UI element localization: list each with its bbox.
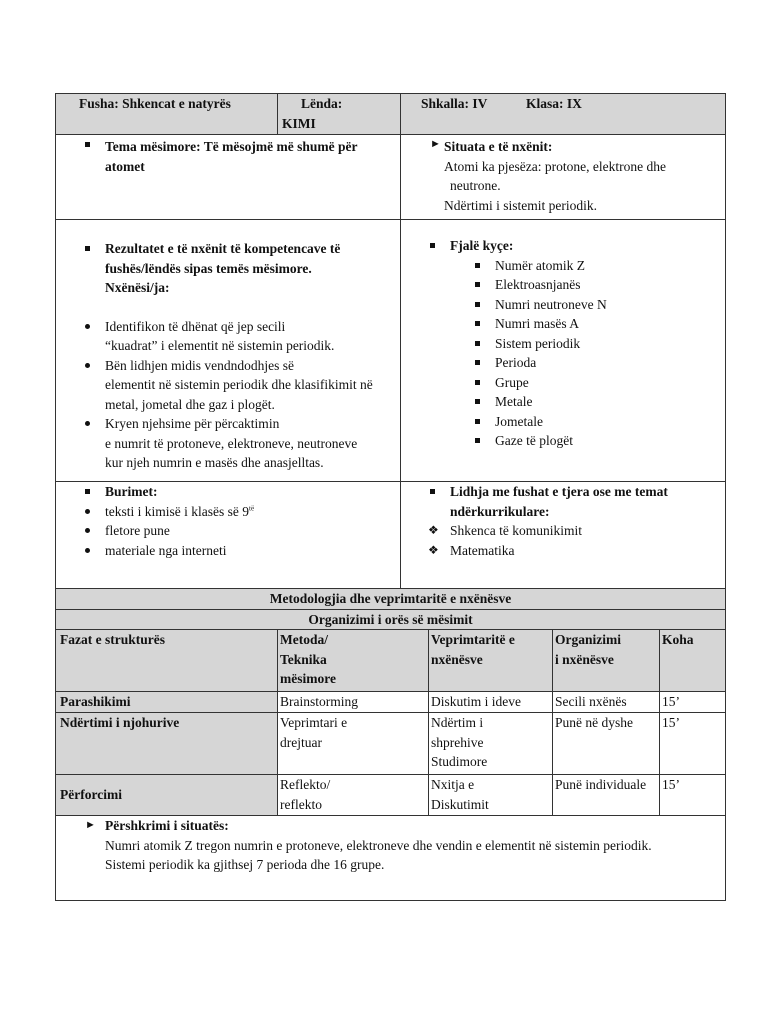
rezultatet-item-1-line-2: “kuadrat” i elementit në sistemin periodik. — [105, 338, 335, 353]
rezultatet-item-1 — [56, 317, 400, 356]
phase-activity: Nxitja e Diskutimit — [429, 775, 553, 816]
pershkrimi-cell — [56, 816, 726, 901]
header-metoda — [278, 630, 429, 692]
burimet-item-1 — [56, 502, 400, 522]
lidhja-title-line-2: ndërkurrikulare: — [450, 503, 550, 519]
situata-line-1: Atomi ka pjesëza: protone, elektrone dhe — [444, 158, 666, 174]
rezultatet-item-2-line-2: elementit në sistemin periodik dhe klasifikimit në — [105, 377, 373, 392]
rezultatet-item-3-line-2: e numrit të protoneve, elektroneve, neutroneve — [105, 435, 358, 451]
phase-activity: Diskutim i ideve — [429, 692, 553, 713]
situata-title: ► Situata e të nxënit: — [401, 135, 725, 157]
metodologjia-heading: Metodologjia dhe veprimtaritë e nxënësve — [56, 589, 726, 610]
header-fazat — [56, 630, 278, 692]
lesson-plan-document — [55, 93, 725, 901]
rezultatet-line-1: Rezultatet e të nxënit të kompetencave të — [105, 241, 341, 256]
klasa-label: Klasa: IX — [526, 96, 582, 111]
rezultatet-item-2-line-3: metal, jometal dhe gaz i plogët. — [105, 396, 275, 412]
pershkrimi-line-1: Numri atomik Z tregon numrin e protoneve, elektroneve dhe vendin e elementit në sistemin periodik. — [105, 837, 652, 853]
keyword-item: Numri masës A — [401, 314, 725, 334]
rezultatet-item-2-line-1: Bën lidhjen midis vendndodhjes së — [105, 357, 294, 373]
lenda-value: KIMI — [282, 115, 316, 131]
tema-item — [56, 135, 400, 176]
phase-time: 15’ — [660, 692, 726, 713]
lidhja-title — [401, 482, 725, 521]
rezultatet-item-1-line-1: Identifikon të dhënat që jep secili — [105, 318, 286, 334]
rezultatet-row — [56, 220, 726, 482]
lidhja-item-1: ❖ Shkenca të komunikimit — [401, 521, 725, 541]
organizimi-heading: Organizimi i orës së mësimit — [56, 609, 726, 630]
burimet-item-3: materiale nga interneti — [56, 541, 400, 561]
header-organizimi-text: Organizimi i nxënësve — [555, 632, 622, 667]
tema-line-2: atomet — [105, 158, 145, 174]
shkalla-klasa-cell — [401, 94, 726, 135]
situata-cell — [401, 135, 726, 220]
table-row — [56, 713, 726, 775]
lidhja-title-line-1: Lidhja me fushat e tjera ose me temat — [450, 484, 668, 499]
pershkrimi-title: ► Përshkrimi i situatës: — [56, 816, 725, 836]
phase-organization: Punë në dyshe — [553, 713, 660, 775]
burimet-item-2: fletore pune — [56, 521, 400, 541]
keyword-item: Gaze të plogët — [401, 431, 725, 451]
burimet-item-1-text: teksti i kimisë i klasës së 9 — [105, 503, 249, 519]
phase-organization: Punë individuale — [553, 775, 660, 816]
keyword-item: Grupe — [401, 373, 725, 393]
phase-time: 15’ — [660, 775, 726, 816]
header-veprimtarite-text: Veprimtaritë e nxënësve — [431, 632, 515, 667]
phase-name: Parashikimi — [56, 692, 278, 713]
pershkrimi-line-2: Sistemi periodik ka gjithsej 7 perioda dhe 16 grupe. — [105, 857, 385, 872]
header-veprimtarite — [429, 630, 553, 692]
header-fazat-text: Fazat e strukturës — [60, 632, 165, 647]
keyword-item: Metale — [401, 392, 725, 412]
lidhja-item-2: ❖ Matematika — [401, 541, 725, 561]
keyword-item: Perioda — [401, 353, 725, 373]
lenda-cell — [278, 94, 401, 135]
header-metoda-text: Metoda/ Teknika mësimore — [280, 632, 336, 686]
phase-time: 15’ — [660, 713, 726, 775]
keyword-item: Sistem periodik — [401, 334, 725, 354]
phase-method: Reflekto/ reflekto — [278, 775, 429, 816]
rezultatet-line-2: fushës/lëndës sipas temës mësimore. — [105, 260, 312, 276]
header-organizimi — [553, 630, 660, 692]
rezultatet-cell — [56, 220, 401, 482]
fjale-kyce-list — [401, 256, 725, 451]
header-koha-text: Koha — [662, 632, 694, 647]
organizimi-row — [56, 609, 726, 630]
keyword-item: Numri neutroneve N — [401, 295, 725, 315]
burimet-item-1-sup: të — [249, 504, 255, 512]
phase-method: Veprimtari e drejtuar — [278, 713, 429, 775]
keyword-item: Elektroasnjanës — [401, 275, 725, 295]
tema-line-1: Tema mësimore: Të mësojmë më shumë për — [105, 139, 358, 154]
keyword-item: Jometale — [401, 412, 725, 432]
fusha-label: Fusha: Shkencat e natyrës — [79, 96, 231, 111]
keyword-item: Numër atomik Z — [401, 256, 725, 276]
rezultatet-item-3 — [56, 414, 400, 473]
phase-name: Ndërtimi i njohurive — [56, 713, 278, 775]
phase-organization: Secili nxënës — [553, 692, 660, 713]
lidhja-cell — [401, 482, 726, 589]
tema-cell — [56, 135, 401, 220]
phase-table-header — [56, 630, 726, 692]
rezultatet-item-3-line-3: kur njeh numrin e masës dhe anasjelltas. — [105, 455, 324, 470]
rezultatet-line-3: Nxënësi/ja: — [105, 280, 170, 295]
rezultatet-item-2 — [56, 356, 400, 415]
shkalla-label: Shkalla: IV — [421, 96, 488, 111]
fjale-kyce-cell — [401, 220, 726, 482]
rezultatet-title — [56, 239, 400, 298]
lenda-label: Lënda: — [301, 96, 343, 111]
table-row — [56, 775, 726, 816]
pershkrimi-row — [56, 816, 726, 901]
header-koha — [660, 630, 726, 692]
rezultatet-item-3-line-1: Kryen njehsime për përcaktimin — [105, 416, 280, 431]
phase-method: Brainstorming — [278, 692, 429, 713]
burimet-title: Burimet: — [56, 482, 400, 502]
burimet-cell — [56, 482, 401, 589]
phase-activity: Ndërtim i shprehive Studimore — [429, 713, 553, 775]
tema-row — [56, 135, 726, 220]
fjale-kyce-title: Fjalë kyçe: — [401, 236, 725, 256]
burimet-row — [56, 482, 726, 589]
lesson-plan-table — [55, 93, 726, 901]
situata-line-3: Ndërtimi i sistemit periodik. — [444, 197, 597, 213]
table-row — [56, 692, 726, 713]
phase-name: Përforcimi — [56, 775, 278, 816]
fusha-cell — [56, 94, 278, 135]
situata-line-2: neutrone. — [450, 178, 501, 193]
metodologjia-row — [56, 589, 726, 610]
header-row — [56, 94, 726, 135]
